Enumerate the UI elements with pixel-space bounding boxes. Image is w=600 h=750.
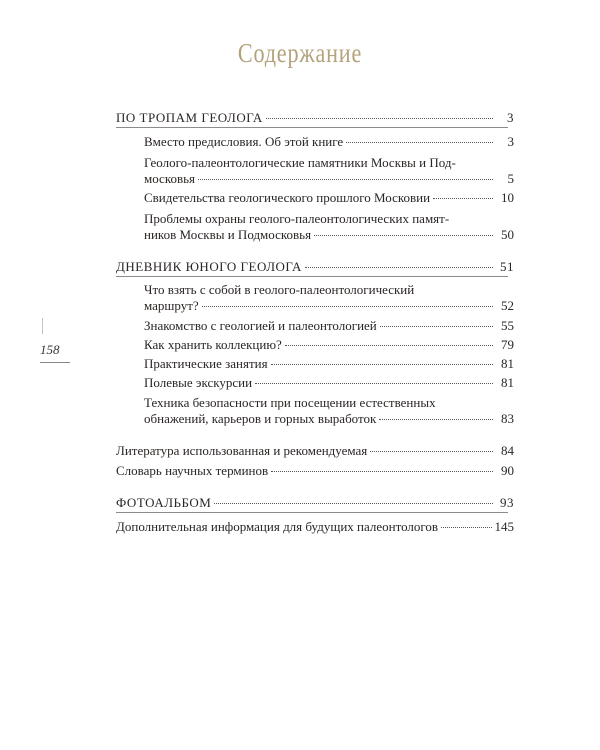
toc-entry-label: Литература использованная и рекомендуемая <box>116 443 368 458</box>
leader-dots <box>379 419 493 420</box>
toc-entry-label: ПО ТРОПАМ ГЕОЛОГА <box>116 110 263 125</box>
toc-entry-page: 81 <box>501 356 514 371</box>
toc-entry-page: 3 <box>507 110 514 125</box>
toc-entry-page: 55 <box>501 318 514 333</box>
toc-entry-page: 3 <box>507 134 514 149</box>
toc-entry-label: Дополнительная информация для будущих палеонтологов <box>116 519 439 534</box>
toc-entry-label: Словарь научных терминов <box>116 463 269 478</box>
toc-entry-extra[interactable] <box>116 519 514 535</box>
toc-entry-label: Свидетельства геологического прошлого Московии <box>144 190 431 205</box>
toc-entry-glossary[interactable] <box>116 463 514 479</box>
toc-entry-page: 51 <box>500 259 514 274</box>
toc-entry-line[interactable]: Проблемы охраны геолого-палеонтологических памят- <box>144 211 450 226</box>
toc-entry[interactable] <box>144 190 514 206</box>
leader-dots <box>285 345 493 346</box>
toc-entry-page: 90 <box>501 463 514 478</box>
toc-entry[interactable] <box>144 298 514 314</box>
toc-entry-page: 52 <box>501 298 514 313</box>
toc-entry-page: 50 <box>501 227 514 242</box>
page-number: 158 <box>40 342 60 357</box>
toc-entry-label: обнажений, карьеров и горных выработок <box>144 411 377 426</box>
section-rule <box>116 512 508 513</box>
toc-entry-label: московья <box>144 171 196 186</box>
toc-entry-label: ДНЕВНИК ЮНОГО ГЕОЛОГА <box>116 259 302 274</box>
leader-dots <box>441 527 491 528</box>
toc-entry-label: Практические занятия <box>144 356 268 371</box>
toc-entry[interactable] <box>144 375 514 391</box>
toc-entry-label: Знакомство с геологией и палеонтологией <box>144 318 377 333</box>
toc-entry-label: Вместо предисловия. Об этой книге <box>144 134 344 149</box>
toc-entry-line[interactable]: Геолого-палеонтологические памятники Москвы и Под- <box>144 155 456 170</box>
toc-entry-page: 10 <box>501 190 514 205</box>
toc-entry[interactable] <box>144 134 514 150</box>
toc-entry[interactable] <box>144 356 514 372</box>
toc-entry[interactable] <box>144 411 514 427</box>
toc-entry-page: 5 <box>507 171 514 186</box>
toc-section-album[interactable] <box>116 495 514 511</box>
toc-section-2[interactable] <box>116 259 514 275</box>
leader-dots <box>202 306 493 307</box>
toc-section-1[interactable] <box>116 110 514 126</box>
toc-entry-page: 84 <box>501 443 514 458</box>
toc-entry-label: ников Москвы и Подмосковья <box>144 227 312 242</box>
toc-entry-label: Как хранить коллекцию? <box>144 337 282 352</box>
toc-entry-page: 145 <box>494 519 514 534</box>
leader-dots <box>314 235 493 236</box>
leader-dots <box>198 179 493 180</box>
toc-entry-page: 83 <box>501 411 514 426</box>
toc-entry[interactable] <box>144 318 514 334</box>
toc-entry-page: 81 <box>501 375 514 390</box>
toc-entry-label: ФОТОАЛЬБОМ <box>116 495 212 510</box>
toc-entry-literature[interactable] <box>116 443 514 459</box>
toc-entry-label: Полевые экскурсии <box>144 375 253 390</box>
section-rule <box>116 276 508 277</box>
leader-dots <box>214 503 493 504</box>
leader-dots <box>370 451 493 452</box>
leader-dots <box>255 383 493 384</box>
toc-entry[interactable] <box>144 337 514 353</box>
leader-dots <box>266 118 493 119</box>
page-title: Содержание <box>237 38 363 68</box>
toc-entry-line[interactable]: Техника безопасности при посещении естественных <box>144 395 436 410</box>
toc-entry[interactable] <box>144 171 514 187</box>
toc-entry-page: 79 <box>501 337 514 352</box>
toc-entry-label: маршрут? <box>144 298 199 313</box>
section-rule <box>116 127 508 128</box>
leader-dots <box>305 267 493 268</box>
leader-dots <box>433 198 493 199</box>
leader-dots <box>271 471 493 472</box>
leader-dots <box>271 364 493 365</box>
leader-dots <box>380 326 493 327</box>
toc-entry[interactable] <box>144 227 514 243</box>
toc-entry-line[interactable]: Что взять с собой в геолого-палеонтологический <box>144 282 415 297</box>
leader-dots <box>346 142 493 143</box>
toc-entry-page: 93 <box>500 495 514 510</box>
